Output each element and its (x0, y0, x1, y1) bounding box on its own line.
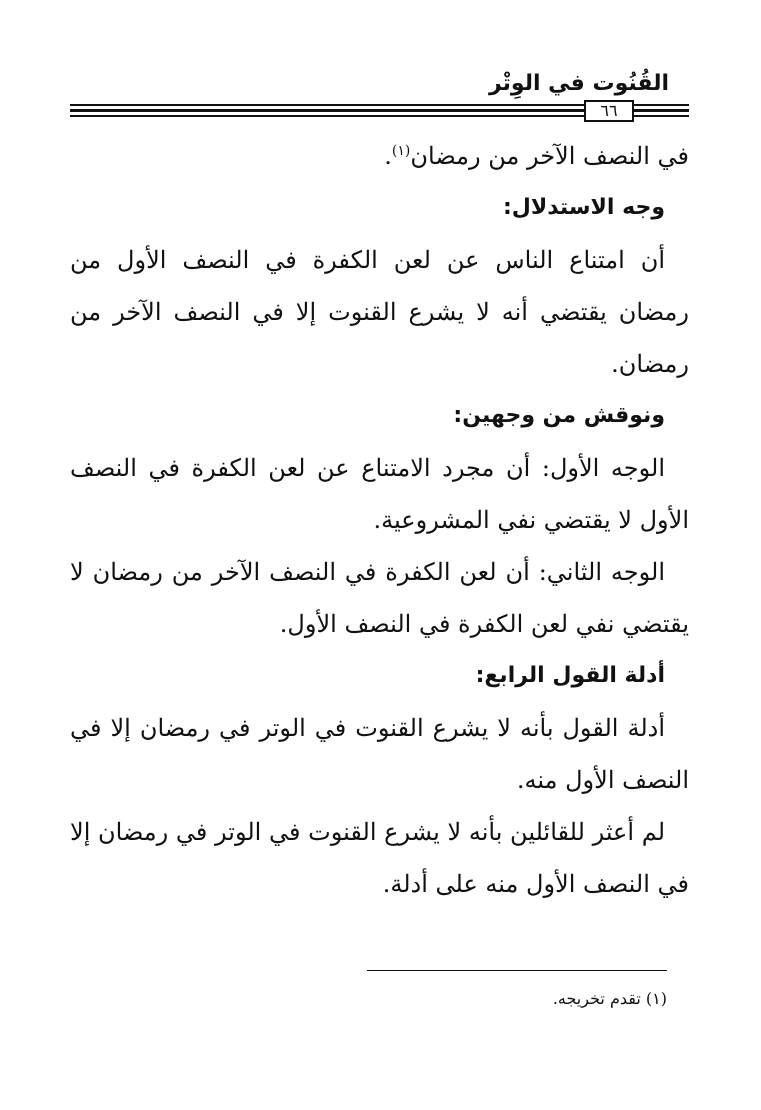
footnote-reference: (١) (391, 143, 411, 159)
paragraph: أدلة القول بأنه لا يشرع القنوت في الوتر في رمضان إلا في النصف الأول منه. (70, 714, 689, 794)
paragraph: أن امتناع الناس عن لعن الكفرة في النصف الأول من رمضان يقتضي أنه لا يشرع القنوت إلا في النصف الآخر من رمضان. (70, 246, 689, 378)
page-body (70, 130, 689, 910)
continued-line-end: . (384, 142, 392, 170)
paragraph: الوجه الأول: أن مجرد الامتناع عن لعن الكفرة في النصف الأول لا يقتضي نفي المشروعية. (70, 454, 689, 534)
section-heading: ونوقش من وجهين: (453, 403, 665, 428)
continued-line-text: في النصف الآخر من رمضان (410, 142, 689, 170)
paragraph: الوجه الثاني: أن لعن الكفرة في النصف الآخر من رمضان لا يقتضي نفي لعن الكفرة في النصف الأول. (70, 558, 689, 638)
footnote (553, 988, 667, 1010)
running-title: القُنُوت في الوِتْر (488, 71, 669, 96)
section-heading: أدلة القول الرابع: (475, 663, 665, 688)
section-heading: وجه الاستدلال: (502, 195, 665, 220)
paragraph: لم أعثر للقائلين بأنه لا يشرع القنوت في الوتر في رمضان إلا في النصف الأول منه على أدلة. (70, 818, 689, 898)
footnote-separator (367, 970, 667, 971)
footnote-text: تقدم تخريجه. (552, 989, 641, 1008)
page-number: ٦٦ (584, 100, 634, 122)
footnote-marker: (١) (645, 989, 667, 1008)
continued-line (70, 130, 689, 182)
